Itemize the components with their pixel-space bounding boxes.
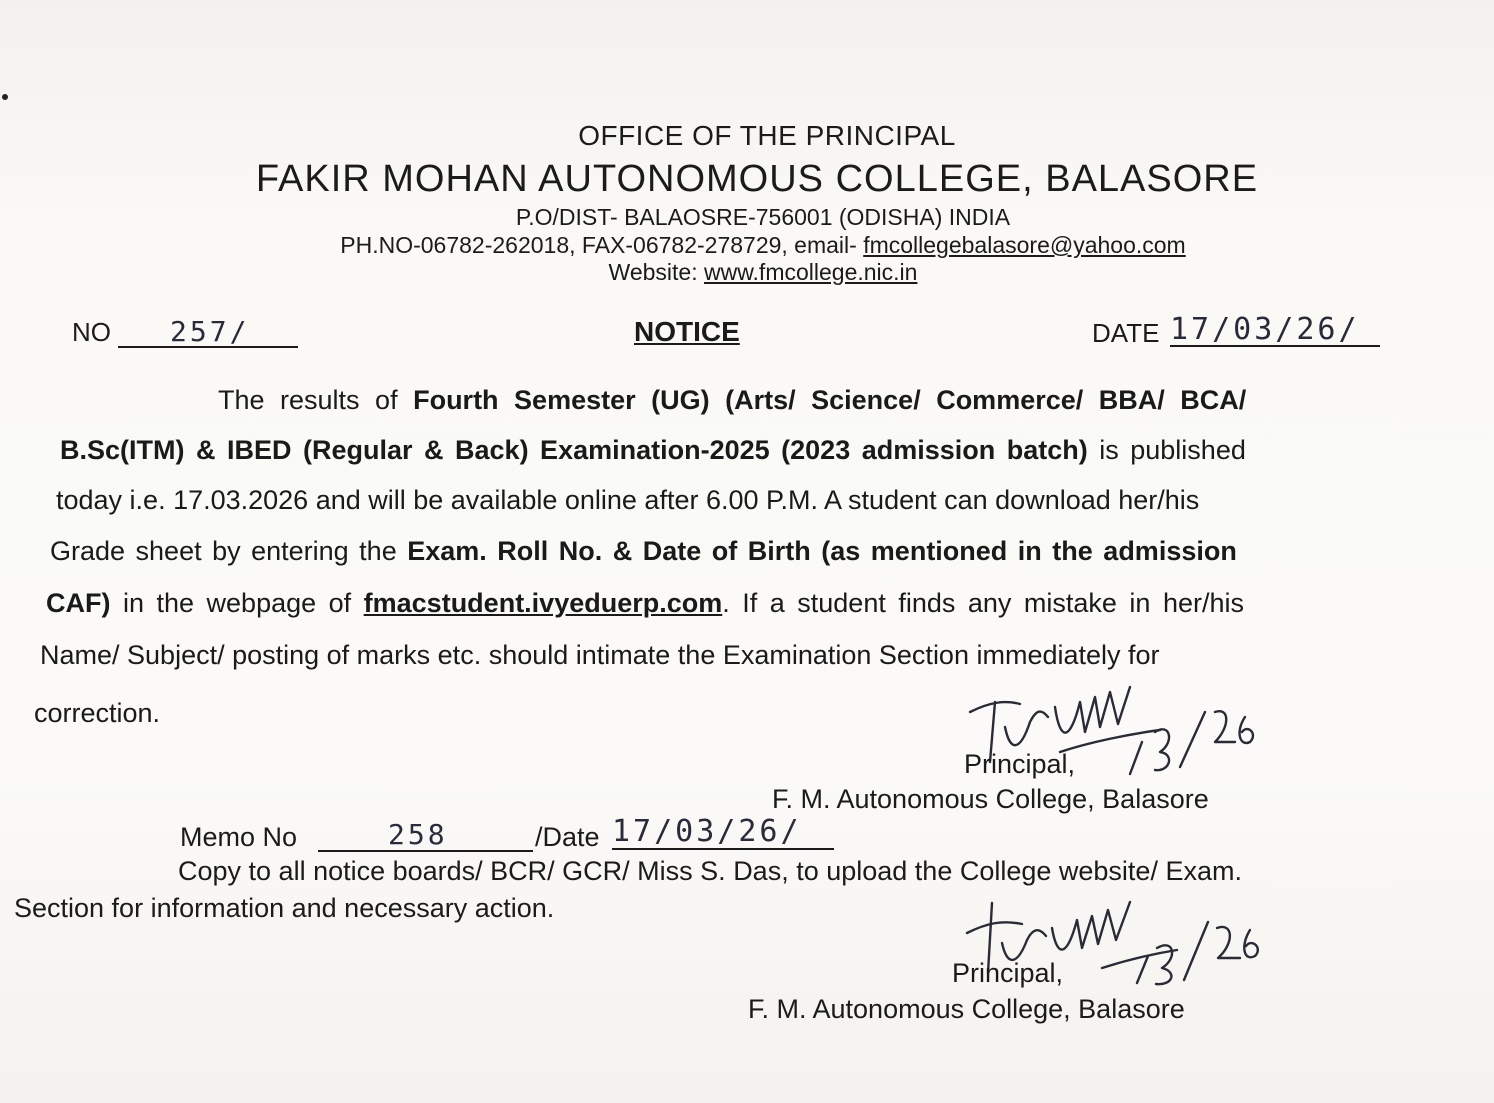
signature-2-stroke: [1002, 930, 1046, 960]
notice-number-label: NO: [72, 317, 111, 347]
body-line-5: [46, 588, 1244, 619]
principal-title-1: Principal,: [964, 749, 1076, 779]
body-line-5-tail: . If a student finds any mistake in her/his: [722, 588, 1244, 618]
memo-number-label: Memo No: [180, 822, 298, 852]
body-line-2-bold: B.Sc(ITM) & IBED (Regular & Back) Examination-2025 (2023 admission batch): [60, 435, 1088, 465]
body-line-7: correction.: [34, 698, 161, 728]
signature-2-stroke: [967, 922, 1022, 933]
memo-date-value: 17/03/26/: [612, 816, 834, 850]
principal-college-1: F. M. Autonomous College, Balasore: [772, 784, 1209, 814]
memo-number-value: 258: [318, 820, 533, 852]
body-line-3: today i.e. 17.03.2026 and will be available online after 6.00 P.M. A student can download her/his: [56, 485, 1200, 515]
memo-date-label: /Date: [535, 822, 600, 852]
body-line-4-bold: Exam. Roll No. & Date of Birth (as mentioned in the admission: [407, 536, 1237, 566]
signature-2-stroke: [1052, 902, 1130, 950]
body-line-1-bold: Fourth Semester (UG) (Arts/ Science/ Commerce/ BBA/ BCA/: [413, 385, 1247, 415]
college-address: P.O/DIST- BALAOSRE-756001 (ODISHA) INDIA: [515, 204, 1011, 230]
signature-2-stroke: [1137, 945, 1172, 984]
college-name: FAKIR MOHAN AUTONOMOUS COLLEGE, BALASORE: [255, 158, 1259, 200]
signature-1-stroke: [1005, 712, 1048, 746]
body-line-4: [50, 536, 1237, 567]
signature-1-stroke: [970, 702, 1020, 712]
signature-1-stroke: [1055, 687, 1130, 733]
body-line-1: [218, 385, 1246, 416]
email-link[interactable]: fmcollegebalasore@yahoo.com: [863, 232, 1186, 258]
body-line-6: Name/ Subject/ posting of marks etc. should intimate the Examination Section immediately for: [40, 640, 1160, 670]
body-line-2-tail: is published: [1087, 435, 1246, 465]
notice-title: NOTICE: [634, 316, 740, 347]
principal-title-2: Principal,: [952, 958, 1064, 988]
website-line: [16, 259, 1494, 286]
signature-1-stroke: [1180, 711, 1253, 767]
signature-2-stroke: [1184, 922, 1258, 980]
signature-2-stroke: [1102, 950, 1177, 968]
body-line-4-intro: Grade sheet by entering the: [50, 536, 408, 566]
copy-to-line-2: Section for information and necessary action.: [14, 893, 555, 923]
signature-1-stroke: [1130, 729, 1169, 774]
copy-to-line-1: Copy to all notice boards/ BCR/ GCR/ Miss S. Das, to upload the College website/ Exam.: [178, 856, 1242, 886]
scan-speck: [2, 94, 8, 100]
student-portal-link[interactable]: fmacstudent.ivyeduerp.com: [363, 588, 723, 618]
contact-numbers: PH.NO-06782-262018, FAX-06782-278729, email-: [340, 232, 864, 258]
body-line-2: [60, 435, 1246, 466]
body-line-1-intro: The results of: [218, 385, 414, 415]
body-line-5-mid: in the webpage of: [110, 588, 364, 618]
notice-date-label: DATE: [1092, 318, 1160, 348]
notice-number-value: 257/: [118, 318, 298, 348]
contact-line: [16, 232, 1494, 259]
office-heading: OFFICE OF THE PRINCIPAL: [578, 120, 956, 151]
principal-college-2: F. M. Autonomous College, Balasore: [748, 994, 1185, 1024]
website-label: Website:: [608, 259, 704, 285]
website-link[interactable]: www.fmcollege.nic.in: [703, 259, 918, 285]
notice-date-value: 17/03/26/: [1170, 315, 1380, 347]
body-line-5-bold: CAF): [46, 588, 111, 618]
